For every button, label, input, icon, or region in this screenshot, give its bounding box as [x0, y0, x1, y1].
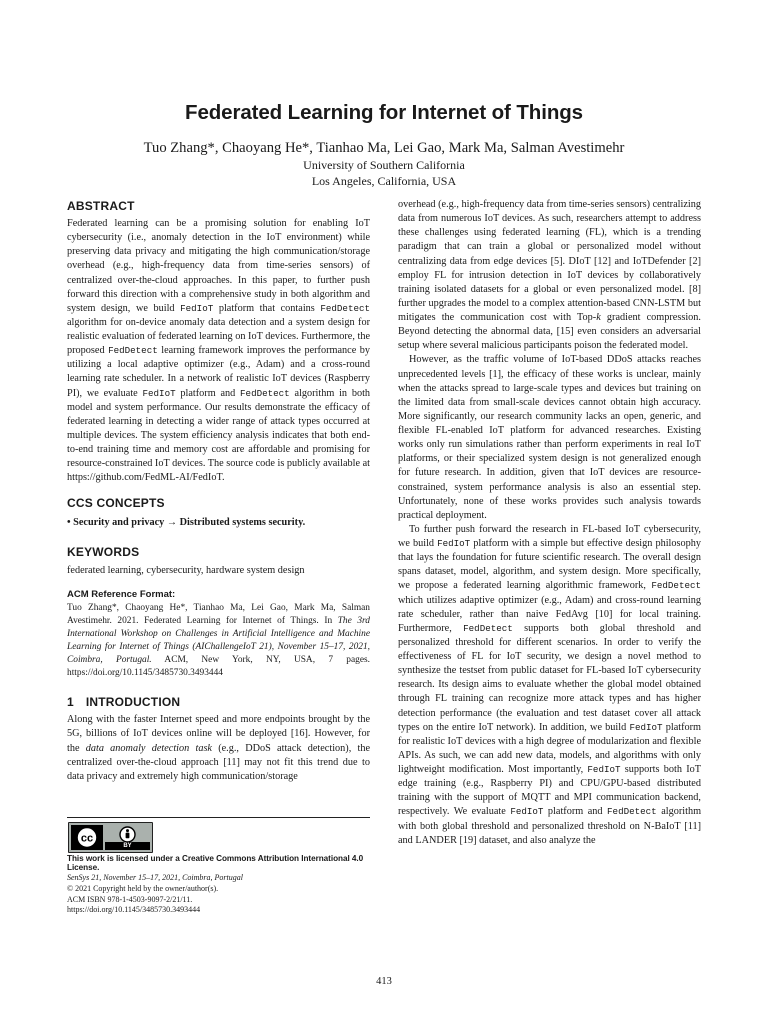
abstract-text-part: learning framework improves the performance by utilizing a local adaptive optimizer (e.g., Adam) and a cross-round learning rate scheduler. In a network of realistic IoT devices (Raspberry PI), we evaluate: [67, 345, 371, 399]
keywords-heading: KEYWORDS: [67, 544, 140, 559]
acm-reference-part: Tuo Zhang*, Chaoyang He*, Tianhao Ma, Lei Gao, Mark Ma, Salman Avestimehr. 2021. Federated Learning for Internet of Things. In: [67, 602, 370, 626]
acm-reference-heading: ACM Reference Format:: [67, 588, 176, 600]
paper-title: Federated Learning for Internet of Things: [185, 101, 583, 124]
intro-paragraph-2: However, as the traffic volume of IoT-based DDoS attacks reaches unprecedented levels [1], the efficacy of these works is unclear, mainly when the attacks spread to large-scale types and devices but training on the limited data from small-scale devices cannot obtain high accuracy. More significantly, our research community lacks an open, generic, and flexible FL-enabled IoT platform for advanced researches. Existing works only run simulations rather than perform experiments in real IoT platforms, or their specialized system design is not generalized enough for future research. In addition, given that IoT devices are resource-constrained, system performance analysis is also an essential step. Unfortunately, none of these works provides such analysis towards practical deployment.: [398, 354, 701, 521]
page-number: 413: [376, 976, 392, 987]
introduction-text: [67, 713, 370, 784]
body-text-part: platform with a simple but effective design philosophy that lays the foundation for future scientific research. The overall design spans dataset, model, algorithm, and system design. More specifically, we propose a federated learning algorithmic framework,: [398, 538, 701, 592]
body-text-part: platform and: [547, 806, 603, 818]
italic-k: k: [596, 312, 601, 323]
body-text-part: supports both global threshold and personalized threshold for different scenarios. In order to verify the effectiveness of FL for IoT security, we design a novel method to synthesize the testset from public dataset for FL-based IoT cybersecurity research. Its design aims to evaluate whether the global model obtained through FL training can recognize more attack types and has higher detection performance (the evaluation and test dataset cover all attack types on the entire IoT network). In addition, we build: [398, 622, 702, 733]
venue-info: [67, 873, 370, 916]
acm-reference-text: [67, 602, 370, 681]
body-text-part: algorithm with both global threshold and personalized threshold on N-BaIoT [11] and LANDER [19] dataset, and also analyze the: [398, 806, 702, 846]
right-column: [398, 198, 701, 848]
introduction-heading: [67, 694, 370, 710]
body-text-part: which utilizes adaptive optimizer (e.g., Adam) and cross-round learning rate scheduler, rather than naive FedAvg [10] for local training. Furthermore,: [398, 594, 701, 634]
abstract-heading: ABSTRACT: [67, 199, 135, 213]
author-list: Tuo Zhang*, Chaoyang He*, Tianhao Ma, Lei Gao, Mark Ma, Salman Avestimehr: [143, 140, 625, 156]
code-feddetect: FedDetect: [463, 622, 513, 634]
ccs-heading: CCS CONCEPTS: [67, 496, 165, 511]
abstract-text-part: platform that contains: [218, 302, 315, 314]
abstract-text: [67, 217, 370, 485]
code-fediot: FedIoT: [587, 764, 621, 775]
code-feddetect: FedDetect: [607, 806, 657, 818]
by-label: BY: [123, 843, 132, 849]
affiliation: University of Southern California: [303, 158, 465, 172]
code-feddetect: FedDetect: [240, 387, 290, 399]
section-title: INTRODUCTION: [85, 695, 181, 710]
acm-reference-venue: The 3rd International Workshop on Challenges in Artificial Intelligence and Machine Learning for Internet of Things (AIChallengeIoT 21), November 15–17, 2021, Coimbra, Portugal.: [67, 615, 370, 666]
ccs-concept-item: • Security and privacy → Distributed systems security.: [67, 517, 306, 529]
code-fediot: FedIoT: [510, 806, 544, 818]
abstract-text-part: algorithm in both model and system performance. Our results demonstrate the efficacy of federated learning in detecting a wider range of attack types occurred at multiple devices. The system efficiency analysis indicates that both end-to-end training time and memory cost are affordable and promising for resource-constrained IoT devices. The source code is publicly available at https://github.com/FedML-AI/FedIoT.: [67, 387, 371, 484]
code-feddetect: FedDetect: [651, 580, 701, 592]
copyright-line: © 2021 Copyright held by the owner/author(s).: [67, 883, 219, 893]
abstract-text-part: platform and: [180, 387, 236, 399]
body-text-part: platform for realistic IoT devices with a high degree of modularization and flexible APIs. As such, we can add new data, models, and algorithms with only lightweight modification. Most importantly,: [398, 721, 702, 775]
cc-logo-text: cc: [80, 832, 94, 845]
code-fediot: FedIoT: [180, 302, 214, 314]
code-fediot: FedIoT: [629, 721, 663, 733]
doi-line: https://doi.org/10.1145/3485730.3493444: [67, 905, 201, 915]
section-number: 1: [67, 695, 74, 710]
code-fediot: FedIoT: [142, 387, 176, 399]
code-feddetect: FedDetect: [108, 345, 158, 357]
abstract-text-part: algorithm for on-device anomaly data detection and a system design for realistic evaluation of federated learning on IoT devices. Furthermore, the proposed: [67, 316, 370, 357]
footnote-rule: [67, 817, 370, 818]
code-feddetect: FedDetect: [320, 302, 370, 314]
body-text-part: supports both IoT edge training (e.g., Raspberry PI) and CPU/GPU-based distributed training with the support of MQTT and MPI communication backend, respectively. We evaluate: [398, 764, 702, 818]
intro-text-part: Along with the faster Internet speed and more endpoints brought by the 5G, billions of IoT devices online will be deployed [16]. However, for the: [67, 714, 370, 754]
intro-text-part: (e.g., DDoS attack detection), the centralized over-the-cloud approach [11] may not fit this trend due to data privacy and extremely high communication/storage: [67, 742, 371, 782]
code-fediot: FedIoT: [437, 538, 471, 549]
intro-continued-paragraph: [398, 198, 701, 353]
body-text-part: overhead (e.g., high-frequency data from time-series sensors) centralizing data from numerous IoT devices. As such, researchers attempt to address these challenges using federated learning (FL), which is a trending paradigm that can train a global or personalized model without centralizing data from edge devices [5]. DIoT [12] and IoTDefender [2] employ FL for intrusion detection in IoT devices by collaboratively training isolated datasets for a global or even personalized model. [8] further upgrades the model to a complex attention-based CNN-LSTM but mitigates the communication cost with Top-: [398, 199, 701, 323]
license-statement: This work is licensed under a Creative Commons Attribution International 4.0 License.: [67, 854, 364, 872]
intro-paragraph-3: [398, 523, 701, 848]
body-text-part: To further push forward the research in FL-based IoT cybersecurity, we build: [398, 523, 701, 549]
keywords-text: federated learning, cybersecurity, hardware system design: [67, 564, 305, 576]
left-column: [67, 198, 370, 784]
body-text-part: gradient compression. Beyond detecting the abnormal data, [15] even considers an adversarial setup where several malicious participants poison the federated model.: [398, 312, 701, 352]
venue-name: SenSys 21, November 15–17, 2021, Coimbra, Portugal: [67, 873, 243, 882]
isbn-line: ACM ISBN 978-1-4503-9097-2/21/11.: [67, 894, 193, 904]
affiliation-location: Los Angeles, California, USA: [311, 174, 457, 188]
cc-by-license-badge: [68, 822, 153, 853]
cc-logo-icon: [71, 825, 103, 850]
acm-reference-doi: ACM, New York, NY, USA, 7 pages. https://doi.org/10.1145/3485730.3493444: [67, 655, 370, 679]
intro-italic-term: data anomaly detection task: [85, 742, 212, 754]
abstract-text-part: Federated learning can be a promising solution for enabling IoT cybersecurity (i.e., anomaly detection in the IoT environment) while preserving data privacy and mitigating the high communication/storage overhead (e.g., high-frequency data from time-series sensors) of centralized over-the-cloud approaches. In this paper, to further push forward this direction with a comprehensive study in both algorithm and system design, we build: [67, 218, 370, 314]
